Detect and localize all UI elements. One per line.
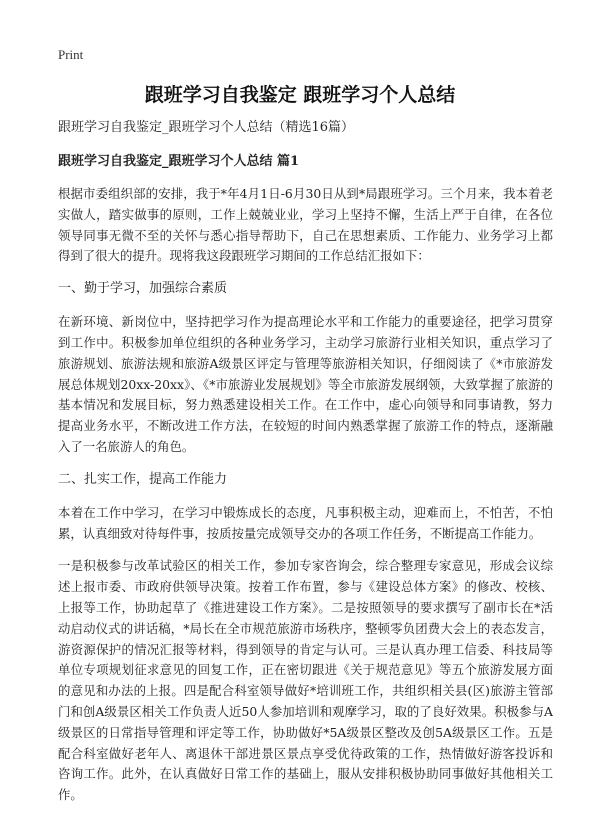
article-subtitle: 跟班学习自我鉴定_跟班学习个人总结（精选16篇） [58,120,355,135]
article-body [58,118,553,818]
section-heading-2: 二、扎实工作，提高工作能力 [58,471,228,487]
section-2-paragraph: 本着在工作中学习，在学习中锻炼成长的态度，凡事积极主动，迎难而上，不怕苦，不怕累，认真细致对待每件事，按质按量完成领导交办的各项工作任务，不断提高工作能力。 [58,504,553,541]
part-heading: 跟班学习自我鉴定_跟班学习个人总结 篇1 [58,154,300,169]
section-heading-1: 一、勤于学习，加强综合素质 [58,281,228,297]
intro-paragraph: 根据市委组织部的安排，我于*年4月1日-6月30日从到*局跟班学习。三个月来，我本着老实做人，踏实做事的原则，工作上兢兢业业，学习上坚持不懈，生活上严于自律，在各位领导同事无微不至的关怀与悉心指导帮助下，自己在思想素质、工作能力、业务学习上都得到了很大的提升。现将我这段跟班学习期间的工作总结汇报如下： [58,186,553,264]
section-1-paragraph: 在新环境、新岗位中，坚持把学习作为提高理论水平和工作能力的重要途径，把学习贯穿到工作中。积极参加单位组织的各种业务学习，主动学习旅游行业相关知识，重点学习了旅游规划、旅游法规和旅游A级景区评定与管理等旅游相关知识，仔细阅读了《*市旅游发展总体规划20xx-20xx》、《*市旅游业发展规划》等全市旅游发展纲领，大致掌握了旅游的基本情况和发展目标，努力熟悉建设相关工作。在工作中，虚心向领导和同事请教，努力提高业务水平，不断改进工作方法，在较短的时间内熟悉掌握了旅游工作的特点，逐渐融入了一名旅游人的角色。 [58,314,553,454]
print-link[interactable]: Print [58,47,84,62]
page-title: 跟班学习自我鉴定 跟班学习个人总结 [144,84,456,106]
section-2-paragraph-2: 一是积极参与改革试验区的相关工作，参加专家咨询会，综合整理专家意见，形成会议综述上报市委、市政府供领导决策。按着工作布置，参与《建设总体方案》的修改、校核、上报等工作，协助起草了《推进建设工作方案》。二是按照领导的要求撰写了副市长在*活动启动仪式的讲话稿，*局长在全市规范旅游市场秩序，整顿零负团费大会上的表态发言，游资源保护的情况汇报等材料，得到领导的肯定与认可。三是认真办理工信委、科技局等单位专项规划征求意见的回复工作，正在密切跟进《关于规范意见》等五个旅游发展方面的意见和办法的上报。四是配合科室领导做好*培训班工作，共组织相关县(区)旅游主管部门和创A级景区相关工作负责人近50人参加培训和观摩学习，取的了良好效果。积极参与A级景区的日常指导管理和评定等工作，协助做好*5A级景区整改及创5A级景区工作。五是配合科室做好老年人、离退休干部进景区景点享受优待政策的工作，热情做好游客投诉和咨询工作。此外，在认真做好日常工作的基础上，服从安排积极协助同事做好其他相关工作。 [58,558,553,803]
